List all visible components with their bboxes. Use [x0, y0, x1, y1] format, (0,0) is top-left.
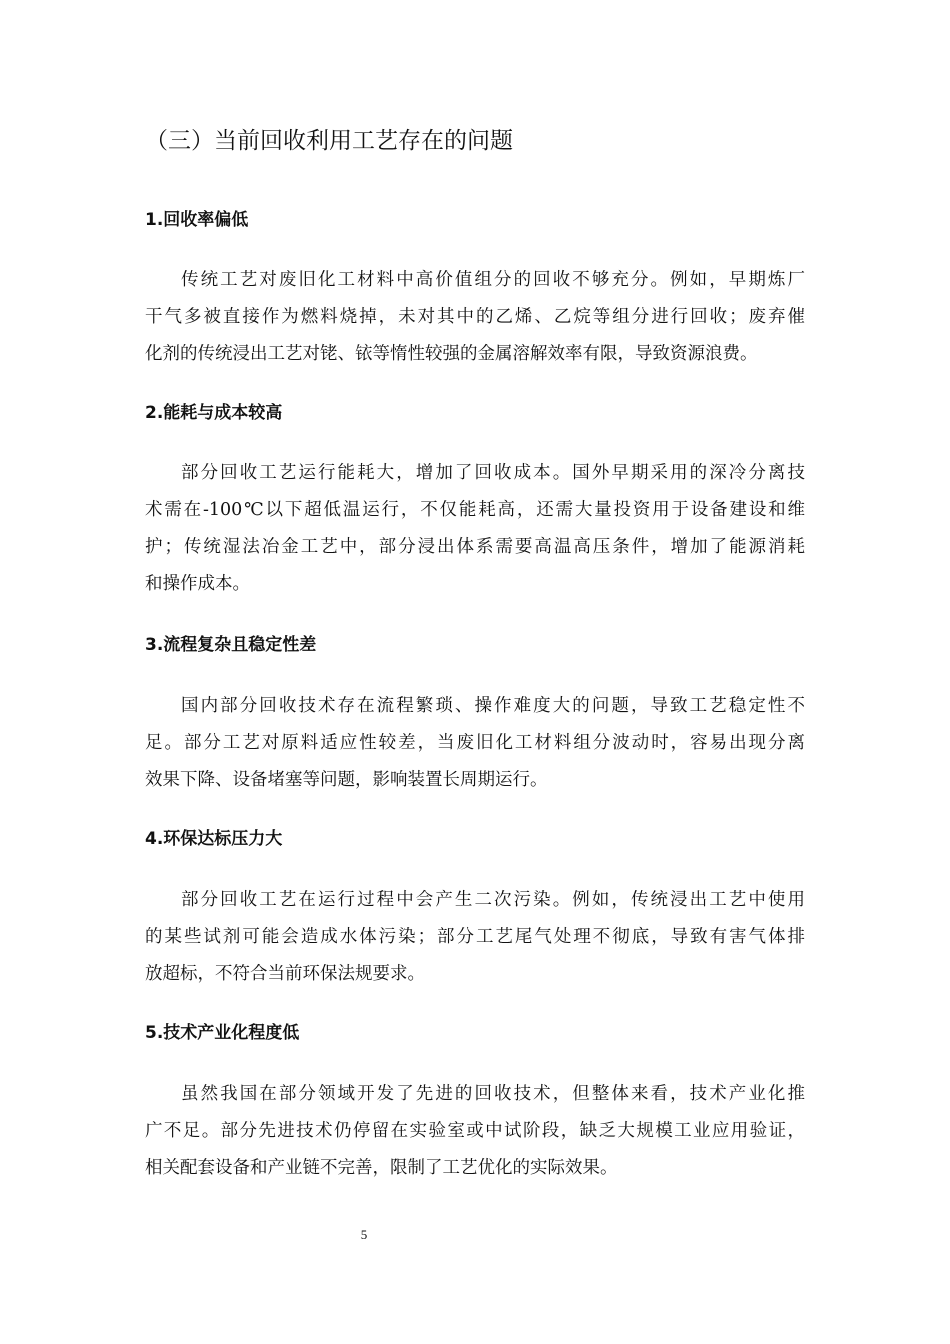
subheading-low-industrialization: 5.技术产业化程度低 [145, 1023, 300, 1043]
section-title: （三）当前回收利用工艺存在的问题 [145, 128, 513, 154]
paragraph-line: 护；传统湿法冶金工艺中，部分浸出体系需要高温高压条件，增加了能源消耗 [145, 537, 805, 557]
paragraph-line: 足。部分工艺对原料适应性较差，当废旧化工材料组分波动时，容易出现分离 [145, 733, 805, 753]
paragraph-line: 术需在-100℃以下超低温运行，不仅能耗高，还需大量投资用于设备建设和维 [145, 500, 805, 520]
paragraph-line: 相关配套设备和产业链不完善，限制了工艺优化的实际效果。 [145, 1158, 618, 1178]
page-number: 5 [360, 1227, 368, 1242]
subheading-low-recovery-rate: 1.回收率偏低 [145, 210, 249, 230]
paragraph-line: 国内部分回收技术存在流程繁琐、操作难度大的问题，导致工艺稳定性不 [181, 696, 805, 716]
paragraph-line: 化剂的传统浸出工艺对铑、铱等惰性较强的金属溶解效率有限，导致资源浪费。 [145, 344, 758, 364]
paragraph-line: 传统工艺对废旧化工材料中高价值组分的回收不够充分。例如，早期炼厂 [181, 270, 805, 290]
paragraph-line: 放超标，不符合当前环保法规要求。 [145, 964, 425, 984]
paragraph-high-energy-cost [145, 455, 805, 603]
paragraph-line: 干气多被直接作为燃料烧掉，未对其中的乙烯、乙烷等组分进行回收；废弃催 [145, 307, 805, 327]
subheading-complex-process: 3.流程复杂且稳定性差 [145, 635, 317, 655]
paragraph-line: 部分回收工艺运行能耗大，增加了回收成本。国外早期采用的深冷分离技 [181, 463, 805, 483]
paragraph-line: 的某些试剂可能会造成水体污染；部分工艺尾气处理不彻底，导致有害气体排 [145, 927, 805, 947]
paragraph-line: 效果下降、设备堵塞等问题，影响装置长周期运行。 [145, 770, 548, 790]
paragraph-low-recovery-rate [145, 262, 805, 373]
paragraph-line: 部分回收工艺在运行过程中会产生二次污染。例如，传统浸出工艺中使用 [181, 890, 805, 910]
paragraph-complex-process [145, 688, 805, 799]
paragraph-line: 虽然我国在部分领域开发了先进的回收技术，但整体来看，技术产业化推 [181, 1084, 805, 1104]
paragraph-environmental-pressure [145, 882, 805, 993]
paragraph-low-industrialization [145, 1076, 805, 1187]
subheading-high-energy-cost: 2.能耗与成本较高 [145, 403, 283, 423]
paragraph-line: 和操作成本。 [145, 574, 250, 594]
paragraph-line: 广不足。部分先进技术仍停留在实验室或中试阶段，缺乏大规模工业应用验证， [145, 1121, 805, 1141]
subheading-environmental-pressure: 4.环保达标压力大 [145, 829, 283, 849]
